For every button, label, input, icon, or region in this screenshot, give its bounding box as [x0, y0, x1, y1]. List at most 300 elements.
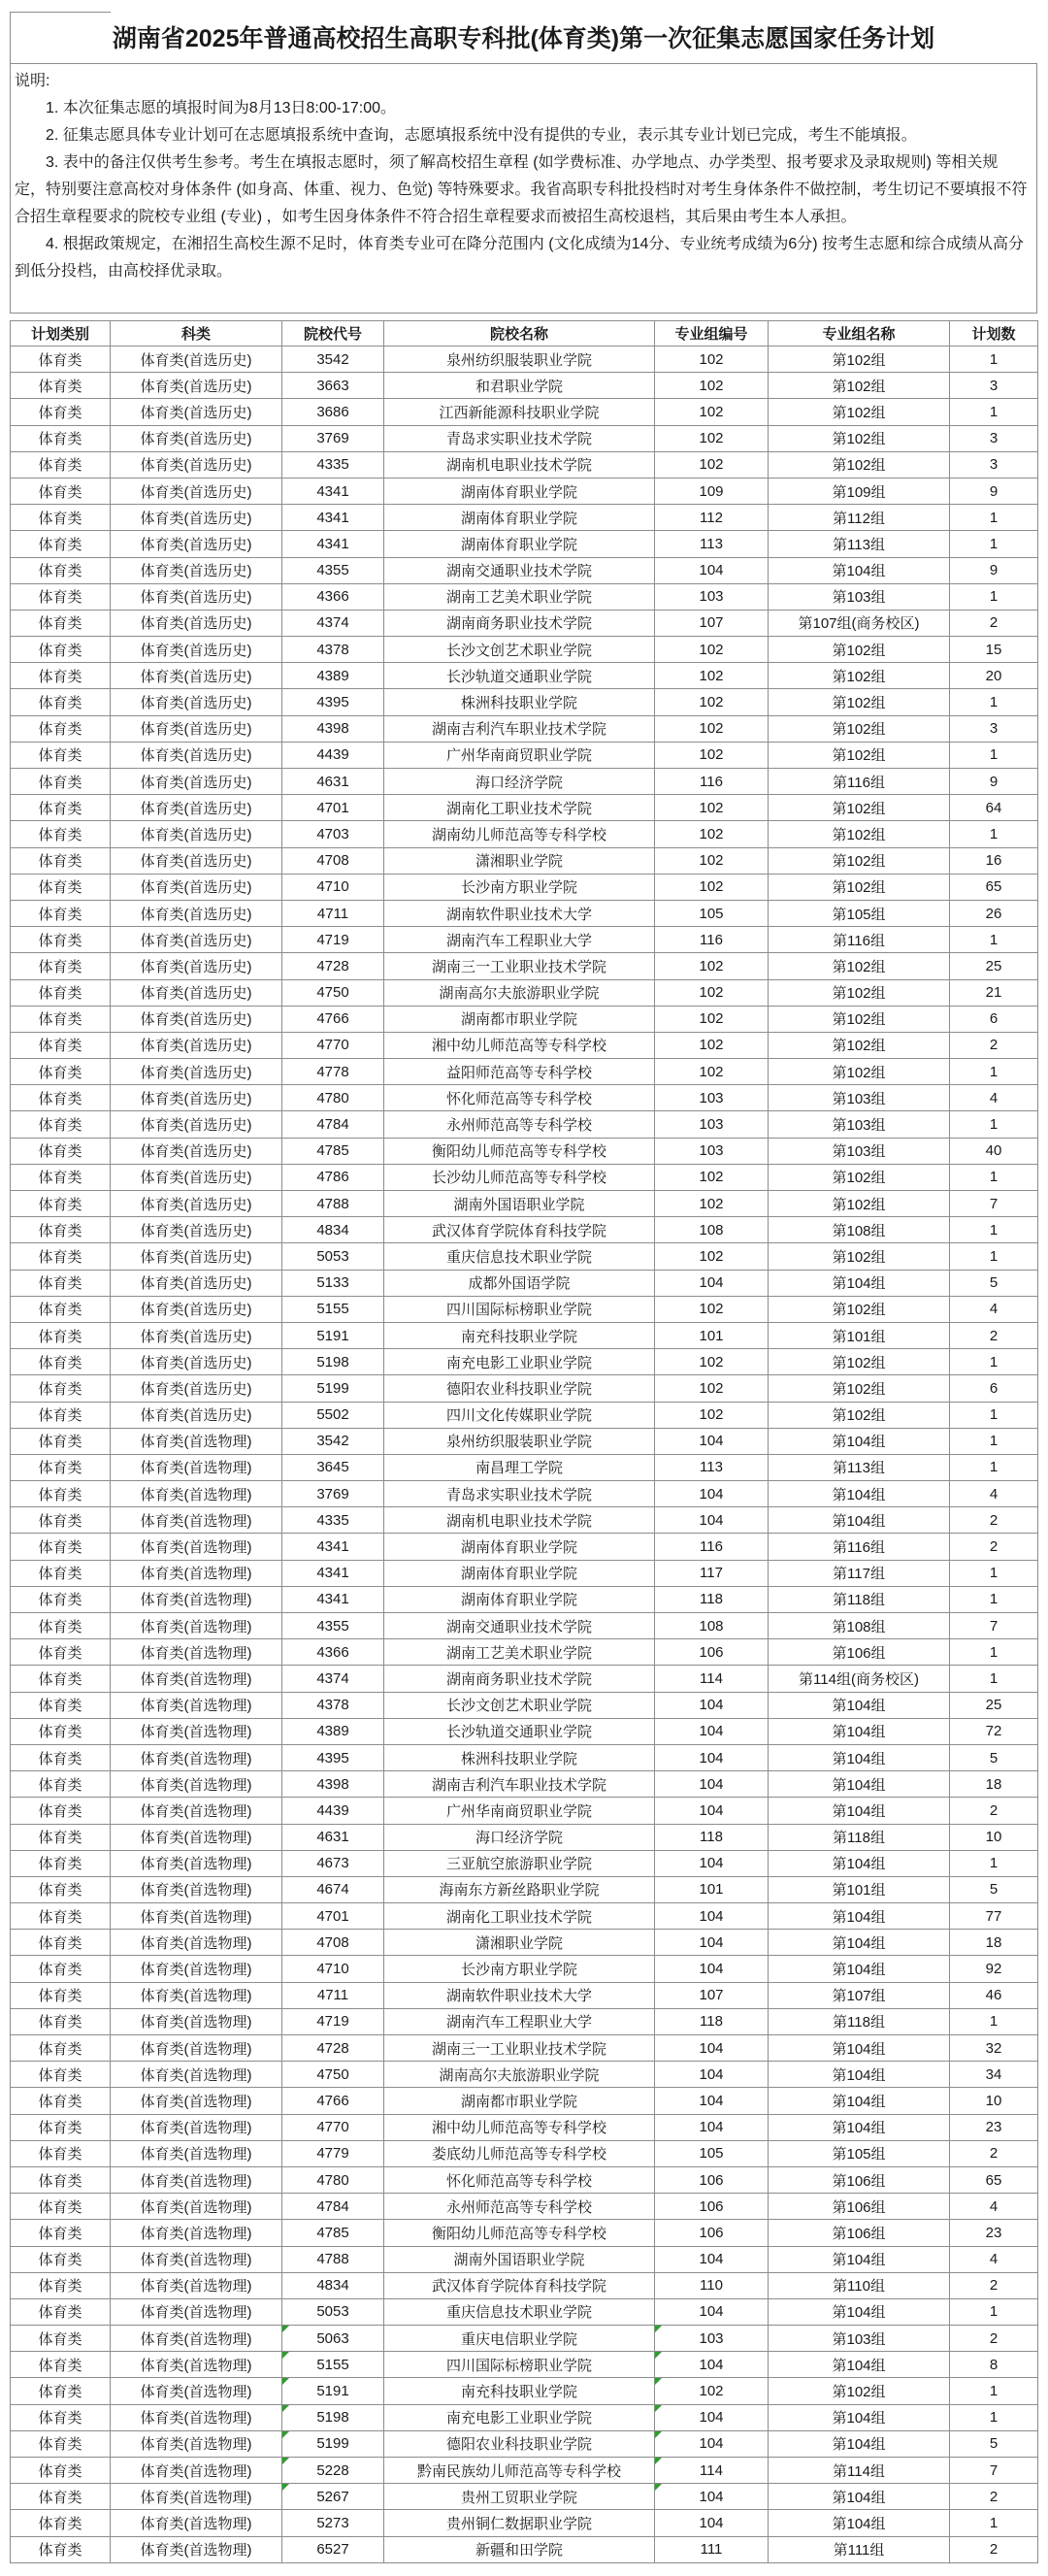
cell-college-name: 湘中幼儿师范高等专科学校 — [384, 1032, 655, 1058]
cell-group-number: 116 — [655, 927, 769, 953]
cell-group-name: 第102组 — [769, 1164, 950, 1190]
cell-plan-type: 体育类 — [11, 1507, 111, 1534]
cell-plan-type: 体育类 — [11, 2140, 111, 2166]
cell-group-name: 第104组 — [769, 2510, 950, 2536]
cell-group-number: 103 — [655, 1138, 769, 1164]
table-row — [11, 953, 1038, 979]
col-header-subject: 科类 — [111, 321, 282, 347]
cell-college-name: 湖南幼儿师范高等专科学校 — [384, 821, 655, 847]
cell-subject: 体育类(首选历史) — [111, 610, 282, 636]
cell-plan-type: 体育类 — [11, 874, 111, 900]
cell-plan-count: 1 — [950, 2404, 1038, 2430]
cell-subject: 体育类(首选历史) — [111, 874, 282, 900]
cell-group-number: 104 — [655, 2088, 769, 2114]
cell-college-name: 三亚航空旅游职业学院 — [384, 1850, 655, 1876]
cell-group-name: 第106组 — [769, 2194, 950, 2220]
cell-group-name: 第109组 — [769, 478, 950, 504]
cell-college-name: 株洲科技职业学院 — [384, 689, 655, 715]
cell-group-number: 104 — [655, 1771, 769, 1798]
cell-plan-type: 体育类 — [11, 373, 111, 399]
cell-plan-type: 体育类 — [11, 610, 111, 636]
col-header-group-number: 专业组编号 — [655, 321, 769, 347]
cell-group-name: 第102组 — [769, 1191, 950, 1217]
cell-plan-count: 2 — [950, 2484, 1038, 2510]
cell-group-name: 第102组 — [769, 1243, 950, 1270]
cell-group-number: 118 — [655, 2008, 769, 2034]
cell-group-number: 102 — [655, 399, 769, 425]
cell-group-number: 107 — [655, 1982, 769, 2008]
cell-college-code: 4341 — [282, 1586, 384, 1612]
cell-college-code: 4770 — [282, 2114, 384, 2140]
cell-subject: 体育类(首选历史) — [111, 663, 282, 689]
cell-plan-type: 体育类 — [11, 2430, 111, 2457]
cell-college-code: 3686 — [282, 399, 384, 425]
cell-college-code: 4784 — [282, 1111, 384, 1138]
cell-plan-count: 4 — [950, 1481, 1038, 1507]
cell-college-name: 长沙轨道交通职业学院 — [384, 1718, 655, 1744]
cell-plan-count: 4 — [950, 1085, 1038, 1111]
table-row — [11, 1956, 1038, 1982]
cell-group-name: 第102组 — [769, 451, 950, 478]
cell-college-name: 青岛求实职业技术学院 — [384, 425, 655, 451]
cell-plan-type: 体育类 — [11, 689, 111, 715]
cell-subject: 体育类(首选历史) — [111, 742, 282, 768]
cell-subject: 体育类(首选物理) — [111, 2458, 282, 2484]
cell-group-name: 第104组 — [769, 1956, 950, 1982]
table-row — [11, 1613, 1038, 1639]
cell-group-number: 106 — [655, 2166, 769, 2193]
cell-plan-type: 体育类 — [11, 795, 111, 821]
cell-plan-type: 体育类 — [11, 1956, 111, 1982]
cell-subject: 体育类(首选物理) — [111, 1956, 282, 1982]
cell-college-code: 4335 — [282, 1507, 384, 1534]
cell-group-name: 第102组 — [769, 715, 950, 742]
cell-plan-type: 体育类 — [11, 2536, 111, 2562]
cell-subject: 体育类(首选物理) — [111, 1824, 282, 1850]
cell-group-name: 第102组 — [769, 425, 950, 451]
cell-college-code: 4788 — [282, 2246, 384, 2272]
cell-group-name: 第105组 — [769, 2140, 950, 2166]
cell-group-name: 第104组 — [769, 1798, 950, 1824]
cell-plan-type: 体育类 — [11, 347, 111, 373]
cell-plan-type: 体育类 — [11, 1402, 111, 1428]
cell-college-name: 湖南高尔夫旅游职业学院 — [384, 979, 655, 1006]
cell-plan-type: 体育类 — [11, 2484, 111, 2510]
cell-subject: 体育类(首选物理) — [111, 2378, 282, 2404]
cell-plan-count: 10 — [950, 1824, 1038, 1850]
cell-plan-type: 体育类 — [11, 637, 111, 663]
cell-plan-count: 1 — [950, 505, 1038, 531]
cell-plan-count: 1 — [950, 1349, 1038, 1375]
cell-college-name: 长沙文创艺术职业学院 — [384, 637, 655, 663]
cell-subject: 体育类(首选历史) — [111, 1270, 282, 1296]
cell-college-code: 5191 — [282, 2378, 384, 2404]
cell-plan-type: 体育类 — [11, 1771, 111, 1798]
cell-college-code: 4439 — [282, 1798, 384, 1824]
cell-subject: 体育类(首选物理) — [111, 1982, 282, 2008]
table-row — [11, 2430, 1038, 2457]
col-header-college-code: 院校代号 — [282, 321, 384, 347]
cell-subject: 体育类(首选历史) — [111, 399, 282, 425]
table-row — [11, 1824, 1038, 1850]
cell-group-name: 第104组 — [769, 2246, 950, 2272]
cell-group-number: 102 — [655, 715, 769, 742]
cell-group-number: 104 — [655, 1428, 769, 1454]
cell-subject: 体育类(首选物理) — [111, 1507, 282, 1534]
cell-college-code: 5198 — [282, 2404, 384, 2430]
cell-college-code: 4766 — [282, 2088, 384, 2114]
table-row — [11, 1534, 1038, 1560]
cell-subject: 体育类(首选物理) — [111, 1481, 282, 1507]
cell-plan-count: 1 — [950, 1217, 1038, 1243]
cell-plan-type: 体育类 — [11, 1534, 111, 1560]
header-row — [11, 321, 1038, 347]
cell-subject: 体育类(首选历史) — [111, 1296, 282, 1322]
cell-subject: 体育类(首选历史) — [111, 505, 282, 531]
cell-plan-type: 体育类 — [11, 1798, 111, 1824]
table-row — [11, 1138, 1038, 1164]
cell-group-name: 第116组 — [769, 769, 950, 795]
cell-group-number: 104 — [655, 1270, 769, 1296]
cell-college-name: 武汉体育学院体育科技学院 — [384, 2272, 655, 2298]
cell-group-number: 104 — [655, 1507, 769, 1534]
cell-group-name: 第102组 — [769, 689, 950, 715]
cell-group-name: 第113组 — [769, 531, 950, 557]
cell-group-name: 第102组 — [769, 795, 950, 821]
cell-plan-count: 65 — [950, 874, 1038, 900]
cell-group-number: 102 — [655, 953, 769, 979]
cell-group-number: 104 — [655, 2484, 769, 2510]
cell-college-name: 湖南外国语职业学院 — [384, 1191, 655, 1217]
cell-plan-type: 体育类 — [11, 399, 111, 425]
cell-college-name: 湖南软件职业技术大学 — [384, 900, 655, 926]
cell-plan-count: 6 — [950, 1375, 1038, 1402]
cell-group-number: 113 — [655, 1454, 769, 1480]
cell-plan-type: 体育类 — [11, 1481, 111, 1507]
cell-group-name: 第102组 — [769, 979, 950, 1006]
table-row — [11, 1243, 1038, 1270]
cell-group-number: 102 — [655, 1164, 769, 1190]
cell-group-name: 第106组 — [769, 1639, 950, 1666]
cell-plan-type: 体育类 — [11, 478, 111, 504]
cell-college-name: 南充科技职业学院 — [384, 2378, 655, 2404]
cell-college-code: 4750 — [282, 979, 384, 1006]
cell-subject: 体育类(首选历史) — [111, 425, 282, 451]
cell-plan-count: 2 — [950, 2140, 1038, 2166]
cell-college-name: 怀化师范高等专科学校 — [384, 1085, 655, 1111]
cell-subject: 体育类(首选历史) — [111, 637, 282, 663]
cell-group-name: 第107组 — [769, 1982, 950, 2008]
col-header-group-name: 专业组名称 — [769, 321, 950, 347]
cell-group-number: 102 — [655, 1032, 769, 1058]
cell-plan-type: 体育类 — [11, 1876, 111, 1902]
cell-subject: 体育类(首选物理) — [111, 2114, 282, 2140]
cell-plan-count: 7 — [950, 2458, 1038, 2484]
table-row — [11, 1085, 1038, 1111]
cell-college-code: 4355 — [282, 1613, 384, 1639]
cell-plan-count: 1 — [950, 821, 1038, 847]
cell-college-code: 4788 — [282, 1191, 384, 1217]
table-row — [11, 1507, 1038, 1534]
table-row — [11, 874, 1038, 900]
cell-group-name: 第104组 — [769, 2484, 950, 2510]
cell-college-name: 和君职业学院 — [384, 373, 655, 399]
cell-group-number: 118 — [655, 1586, 769, 1612]
cell-group-number: 103 — [655, 1111, 769, 1138]
cell-plan-type: 体育类 — [11, 663, 111, 689]
cell-group-number: 104 — [655, 1718, 769, 1744]
cell-group-name: 第102组 — [769, 821, 950, 847]
cell-subject: 体育类(首选历史) — [111, 583, 282, 610]
cell-college-code: 5063 — [282, 2326, 384, 2352]
cell-subject: 体育类(首选历史) — [111, 1111, 282, 1138]
cell-college-name: 湖南体育职业学院 — [384, 1586, 655, 1612]
cell-plan-type: 体育类 — [11, 2272, 111, 2298]
cell-plan-count: 1 — [950, 1059, 1038, 1085]
cell-plan-type: 体育类 — [11, 2458, 111, 2484]
cell-group-number: 102 — [655, 1191, 769, 1217]
cell-plan-count: 5 — [950, 1270, 1038, 1296]
cell-plan-count: 1 — [950, 1850, 1038, 1876]
cell-college-name: 湖南工艺美术职业学院 — [384, 583, 655, 610]
cell-plan-type: 体育类 — [11, 1243, 111, 1270]
cell-subject: 体育类(首选物理) — [111, 2246, 282, 2272]
table-row — [11, 2194, 1038, 2220]
cell-subject: 体育类(首选物理) — [111, 1876, 282, 1902]
table-row — [11, 1982, 1038, 2008]
cell-plan-type: 体育类 — [11, 2298, 111, 2325]
cell-college-code: 4374 — [282, 1666, 384, 1692]
table-row — [11, 1666, 1038, 1692]
cell-plan-type: 体育类 — [11, 451, 111, 478]
cell-plan-count: 25 — [950, 953, 1038, 979]
cell-group-number: 104 — [655, 557, 769, 583]
cell-group-number: 116 — [655, 769, 769, 795]
cell-subject: 体育类(首选历史) — [111, 927, 282, 953]
cell-group-number: 102 — [655, 1349, 769, 1375]
cell-plan-count: 23 — [950, 2114, 1038, 2140]
cell-plan-type: 体育类 — [11, 1032, 111, 1058]
table-row — [11, 1006, 1038, 1032]
cell-subject: 体育类(首选物理) — [111, 1560, 282, 1586]
table-row — [11, 2272, 1038, 2298]
table-row — [11, 1322, 1038, 1348]
cell-subject: 体育类(首选历史) — [111, 953, 282, 979]
cell-college-name: 海口经济学院 — [384, 1824, 655, 1850]
cell-college-code: 4674 — [282, 1876, 384, 1902]
table-row — [11, 1639, 1038, 1666]
table-row — [11, 742, 1038, 768]
cell-college-code: 4708 — [282, 1930, 384, 1956]
cell-college-code: 5191 — [282, 1322, 384, 1348]
cell-group-number: 104 — [655, 2430, 769, 2457]
table-row — [11, 451, 1038, 478]
cell-subject: 体育类(首选物理) — [111, 1850, 282, 1876]
cell-plan-type: 体育类 — [11, 847, 111, 874]
cell-group-number: 102 — [655, 979, 769, 1006]
cell-plan-count: 1 — [950, 399, 1038, 425]
cell-plan-count: 7 — [950, 1613, 1038, 1639]
cell-plan-type: 体育类 — [11, 2378, 111, 2404]
cell-subject: 体育类(首选历史) — [111, 689, 282, 715]
cell-group-name: 第104组 — [769, 2035, 950, 2062]
cell-group-name: 第104组 — [769, 1692, 950, 1718]
cell-college-code: 4701 — [282, 795, 384, 821]
cell-group-name: 第117组 — [769, 1560, 950, 1586]
cell-subject: 体育类(首选历史) — [111, 1138, 282, 1164]
table-row — [11, 2088, 1038, 2114]
cell-group-number: 102 — [655, 1375, 769, 1402]
cell-college-name: 湘中幼儿师范高等专科学校 — [384, 2114, 655, 2140]
table-row — [11, 1032, 1038, 1058]
cell-plan-count: 23 — [950, 2220, 1038, 2246]
table-row — [11, 2458, 1038, 2484]
table-row — [11, 373, 1038, 399]
cell-group-name: 第102组 — [769, 847, 950, 874]
cell-college-name: 湖南体育职业学院 — [384, 531, 655, 557]
cell-subject: 体育类(首选物理) — [111, 2326, 282, 2352]
cell-group-name: 第102组 — [769, 2378, 950, 2404]
cell-subject: 体育类(首选物理) — [111, 1666, 282, 1692]
cell-plan-type: 体育类 — [11, 1270, 111, 1296]
cell-plan-count: 3 — [950, 425, 1038, 451]
table-row — [11, 1349, 1038, 1375]
table-row — [11, 1402, 1038, 1428]
cell-group-number: 104 — [655, 2352, 769, 2378]
cell-plan-count: 2 — [950, 610, 1038, 636]
cell-college-name: 潇湘职业学院 — [384, 847, 655, 874]
cell-plan-count: 46 — [950, 1982, 1038, 2008]
cell-college-code: 4778 — [282, 1059, 384, 1085]
cell-college-name: 广州华南商贸职业学院 — [384, 1798, 655, 1824]
cell-subject: 体育类(首选物理) — [111, 2484, 282, 2510]
cell-college-name: 永州师范高等专科学校 — [384, 1111, 655, 1138]
cell-group-name: 第104组 — [769, 1481, 950, 1507]
cell-group-name: 第104组 — [769, 557, 950, 583]
cell-group-name: 第104组 — [769, 2404, 950, 2430]
cell-plan-count: 1 — [950, 1428, 1038, 1454]
cell-college-code: 4710 — [282, 874, 384, 900]
cell-plan-type: 体育类 — [11, 2114, 111, 2140]
cell-group-name: 第114组(商务校区) — [769, 1666, 950, 1692]
cell-college-name: 益阳师范高等专科学校 — [384, 1059, 655, 1085]
cell-group-number: 104 — [655, 1692, 769, 1718]
cell-plan-type: 体育类 — [11, 1718, 111, 1744]
cell-group-number: 106 — [655, 1639, 769, 1666]
cell-plan-count: 3 — [950, 373, 1038, 399]
cell-subject: 体育类(首选历史) — [111, 1191, 282, 1217]
cell-group-number: 102 — [655, 1402, 769, 1428]
cell-college-name: 湖南高尔夫旅游职业学院 — [384, 2062, 655, 2088]
cell-subject: 体育类(首选物理) — [111, 1771, 282, 1798]
table-row — [11, 1217, 1038, 1243]
cell-plan-type: 体育类 — [11, 1744, 111, 1770]
cell-plan-type: 体育类 — [11, 1217, 111, 1243]
cell-group-name: 第114组 — [769, 2458, 950, 2484]
cell-college-name: 成都外国语学院 — [384, 1270, 655, 1296]
cell-group-name: 第102组 — [769, 1059, 950, 1085]
cell-college-code: 4780 — [282, 1085, 384, 1111]
cell-plan-type: 体育类 — [11, 927, 111, 953]
cell-group-number: 102 — [655, 742, 769, 768]
cell-group-number: 108 — [655, 1613, 769, 1639]
cell-plan-type: 体育类 — [11, 2404, 111, 2430]
cell-subject: 体育类(首选历史) — [111, 847, 282, 874]
cell-group-number: 104 — [655, 2035, 769, 2062]
cell-plan-type: 体育类 — [11, 2035, 111, 2062]
cell-plan-type: 体育类 — [11, 2166, 111, 2193]
cell-subject: 体育类(首选历史) — [111, 979, 282, 1006]
cell-group-number: 102 — [655, 1243, 769, 1270]
cell-college-code: 4378 — [282, 637, 384, 663]
table-row — [11, 900, 1038, 926]
cell-college-code: 4701 — [282, 1903, 384, 1930]
cell-plan-count: 1 — [950, 2008, 1038, 2034]
cell-plan-count: 1 — [950, 1111, 1038, 1138]
cell-plan-type: 体育类 — [11, 1138, 111, 1164]
cell-group-number: 112 — [655, 505, 769, 531]
cell-plan-count: 15 — [950, 637, 1038, 663]
cell-group-number: 104 — [655, 2062, 769, 2088]
cell-subject: 体育类(首选物理) — [111, 2536, 282, 2562]
cell-college-name: 湖南交通职业技术学院 — [384, 1613, 655, 1639]
cell-subject: 体育类(首选物理) — [111, 1428, 282, 1454]
cell-subject: 体育类(首选物理) — [111, 1613, 282, 1639]
col-header-plan-count: 计划数 — [950, 321, 1038, 347]
cell-group-number: 104 — [655, 2298, 769, 2325]
cell-plan-type: 体育类 — [11, 1085, 111, 1111]
cell-plan-count: 9 — [950, 478, 1038, 504]
cell-plan-type: 体育类 — [11, 1586, 111, 1612]
cell-college-code: 5199 — [282, 1375, 384, 1402]
cell-college-name: 贵州工贸职业学院 — [384, 2484, 655, 2510]
cell-group-number: 104 — [655, 2114, 769, 2140]
cell-college-name: 四川国际标榜职业学院 — [384, 1296, 655, 1322]
cell-group-number: 102 — [655, 451, 769, 478]
cell-plan-count: 1 — [950, 583, 1038, 610]
table-row — [11, 610, 1038, 636]
cell-group-number: 110 — [655, 2272, 769, 2298]
cell-college-name: 湖南商务职业技术学院 — [384, 610, 655, 636]
cell-college-name: 新疆和田学院 — [384, 2536, 655, 2562]
table-row — [11, 927, 1038, 953]
cell-plan-type: 体育类 — [11, 2008, 111, 2034]
plan-table — [10, 320, 1038, 2563]
cell-plan-count: 72 — [950, 1718, 1038, 1744]
cell-plan-type: 体育类 — [11, 2326, 111, 2352]
cell-group-number: 102 — [655, 1006, 769, 1032]
cell-plan-type: 体育类 — [11, 2352, 111, 2378]
cell-plan-count: 9 — [950, 769, 1038, 795]
cell-college-code: 5133 — [282, 1270, 384, 1296]
cell-group-name: 第102组 — [769, 1349, 950, 1375]
table-row — [11, 1744, 1038, 1770]
cell-subject: 体育类(首选历史) — [111, 769, 282, 795]
table-row — [11, 1798, 1038, 1824]
cell-group-number: 103 — [655, 2326, 769, 2352]
cell-college-name: 青岛求实职业技术学院 — [384, 1481, 655, 1507]
cell-college-code: 4389 — [282, 663, 384, 689]
cell-subject: 体育类(首选历史) — [111, 1217, 282, 1243]
cell-subject: 体育类(首选物理) — [111, 2272, 282, 2298]
cell-group-number: 101 — [655, 1322, 769, 1348]
cell-college-name: 重庆电信职业学院 — [384, 2326, 655, 2352]
table-row — [11, 2404, 1038, 2430]
cell-college-code: 4341 — [282, 1534, 384, 1560]
page-title: 湖南省2025年普通高校招生高职专科批(体育类)第一次征集志愿国家任务计划 — [112, 25, 935, 52]
cell-group-number: 118 — [655, 1824, 769, 1850]
cell-group-name: 第105组 — [769, 900, 950, 926]
